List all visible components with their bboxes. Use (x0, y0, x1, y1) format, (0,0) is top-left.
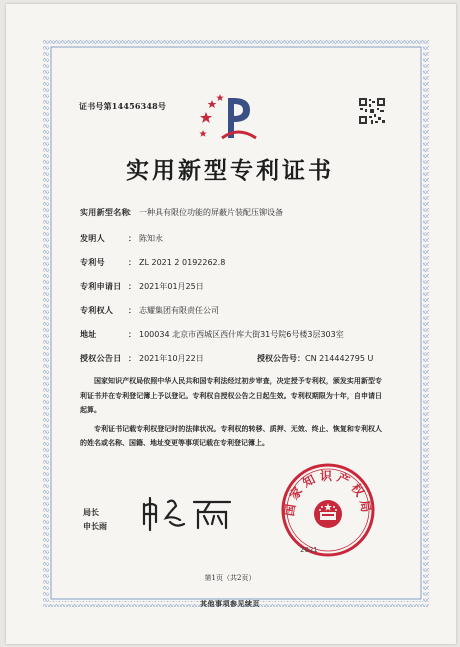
certificate-title: 实用新型专利证书 (126, 157, 334, 184)
cnipa-logo-icon (198, 92, 264, 144)
field-inventor: 发明人 ： 陈知永 (80, 233, 163, 243)
field-label: 发明人 (80, 233, 105, 243)
field-value: 一种具有限位功能的屏蔽片装配压铆设备 (139, 208, 283, 217)
field-label: 专利权人 (80, 305, 114, 315)
field-value: 2021年01月25日 (139, 282, 204, 291)
field-application-date: 专利申请日 ： 2021年01月25日 (80, 281, 204, 291)
field-label: 地址 (80, 329, 97, 339)
qr-code-icon (359, 98, 385, 124)
field-announcement-number: 授权公告号：CN 214442795 U (257, 353, 374, 363)
field-label: 专利号 (80, 257, 105, 267)
seal-text: 国家知识产权局 (282, 468, 374, 518)
national-emblem-icon (314, 500, 342, 528)
legal-paragraph-2: 专利证书记载专利权登记时的法律状况。专利权的转移、质押、无效、终止、恢复和专利权人的姓名或名称、国籍、地址变更等事项记载在专利登记簿上。 (80, 423, 382, 447)
field-patent-number: 专利号 ： ZL 2021 2 0192262.8 (80, 257, 226, 267)
field-value: 志耀集团有限责任公司 (139, 306, 219, 315)
field-grant-date: 授权公告日 ： 2021年10月22日 (80, 353, 204, 363)
field-value: 2021年10月22日 (139, 354, 204, 363)
footer-note: 其他事项参见续页 (200, 599, 260, 608)
legal-notice (80, 374, 382, 455)
field-value: ZL 2021 2 0192262.8 (139, 258, 226, 267)
page-indicator: 第1页（共2页） (204, 574, 256, 582)
director-name-label: 申长雨 (83, 521, 107, 531)
field-label: 专利申请日 (80, 281, 122, 291)
director-title-label: 局长 (83, 507, 99, 517)
field-value: CN 214442795 U (305, 354, 374, 363)
official-seal (280, 462, 376, 558)
field-address: 地址 ： 100034 北京市西城区西什库大街31号院6号楼3层303室 (80, 329, 344, 339)
director-signature (140, 494, 240, 532)
field-label: 授权公告日 (80, 353, 122, 363)
field-utility-model-name: 实用新型名称： 一种具有限位功能的屏蔽片装配压铆设备 (80, 207, 283, 217)
seal-date-fragment: 2021 (300, 546, 318, 554)
field-value: 100034 北京市西城区西什库大街31号院6号楼3层303室 (139, 330, 344, 339)
field-label: 实用新型名称 (80, 207, 130, 217)
certificate-number: 证书号第14456348号 (79, 101, 167, 111)
legal-paragraph-1: 国家知识产权局依照中华人民共和国专利法经过初步审查，决定授予专利权，颁发实用新型专利证书并在专利登记簿上予以登记。专利权自授权公告之日起生效。专利权期限为十年，自申请日起算。 (80, 376, 382, 414)
field-patentee: 专利权人 ： 志耀集团有限责任公司 (80, 305, 219, 315)
field-label: 授权公告号 (257, 353, 297, 363)
field-value: 陈知永 (139, 234, 163, 243)
